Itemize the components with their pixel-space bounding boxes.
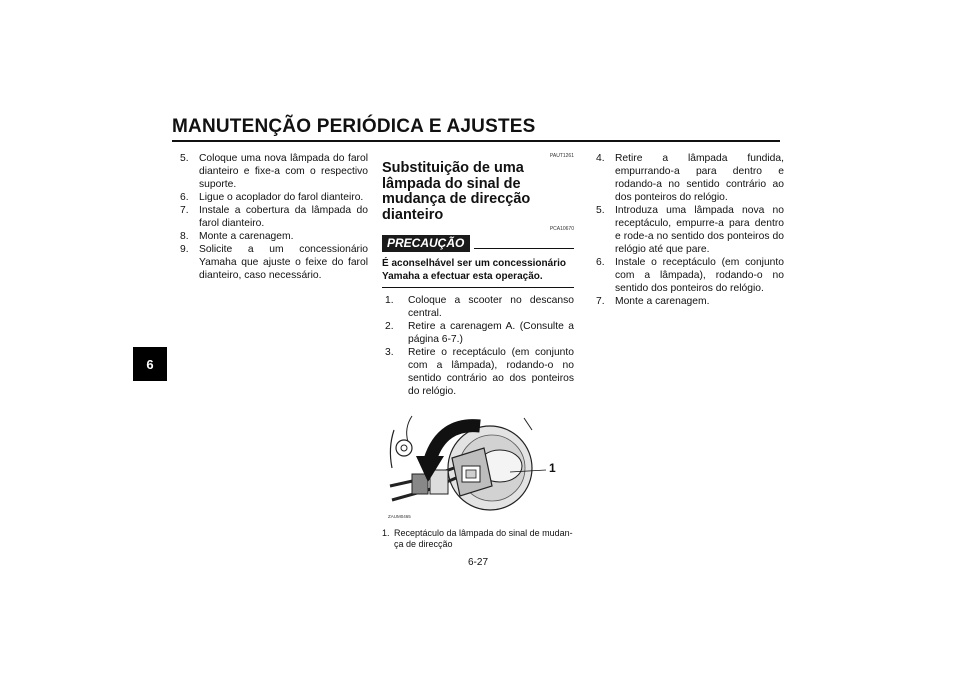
step-number: 5.	[180, 153, 189, 164]
step-item	[180, 230, 368, 243]
step-number: 4.	[596, 153, 605, 164]
caution-rule	[474, 248, 574, 249]
step-item	[180, 243, 368, 282]
caution-header	[382, 235, 574, 253]
step-number: 5.	[596, 205, 605, 216]
steps-list-middle	[382, 294, 574, 398]
step-item	[385, 346, 574, 398]
middle-column	[382, 153, 574, 549]
step-text: Coloque uma nova lâmpada do farol dianteiro e fixe-a com o respectivo suporte.	[199, 153, 368, 190]
step-number: 7.	[596, 296, 605, 307]
step-item	[596, 295, 784, 308]
page-number: 6-27	[468, 557, 489, 568]
right-column	[596, 152, 784, 308]
step-text: Instale a cobertura da lâmpada do farol dianteiro.	[199, 205, 368, 229]
caution-code: PCA10670	[549, 226, 574, 232]
step-text: Instale o receptáculo (em conjunto com a lâmpada), rodando-o no sentido dos ponteiros do relógio.	[615, 257, 784, 294]
step-text: Coloque a scooter no descanso central.	[408, 295, 574, 319]
page-title: MANUTENÇÃO PERIÓDICA E AJUSTES	[172, 116, 536, 137]
step-number: 6.	[596, 257, 605, 268]
steps-list-left	[180, 152, 368, 282]
step-number: 3.	[385, 347, 394, 358]
step-item	[596, 204, 784, 256]
figure-code: ZAUM0465	[388, 514, 411, 519]
step-text: Solicite a um concessionário Yamaha que ajuste o feixe do farol dianteiro, caso necessário.	[199, 244, 368, 281]
step-number: 6.	[180, 192, 189, 203]
step-item	[180, 204, 368, 230]
step-text: Retire o receptáculo (em conjunto com a lâmpada), rodando-o no sentido contrário ao dos ponteiros do relógio.	[408, 347, 574, 397]
caution-text: É aconselhável ser um concessionário Yamaha a efectuar esta operação.	[382, 258, 566, 282]
step-item	[180, 191, 368, 204]
bulb-socket-illustration	[382, 408, 574, 526]
step-item	[385, 294, 574, 320]
step-number: 1.	[385, 295, 394, 306]
figure-callout-number: 1	[549, 461, 556, 475]
step-item	[385, 320, 574, 346]
step-text: Introduza uma lâmpada nova no receptáculo, empurre-a para dentro e rode-a no sentido dos ponteiros do relógio até que pare.	[615, 205, 784, 255]
step-number: 7.	[180, 205, 189, 216]
step-item	[596, 152, 784, 204]
step-number: 8.	[180, 231, 189, 242]
step-number: 9.	[180, 244, 189, 255]
caution-label: PRECAUÇÃO	[382, 235, 470, 252]
header-rule	[172, 140, 780, 142]
caption-line-1: Receptáculo da lâmpada do sinal de mudan-	[394, 528, 573, 538]
step-item	[180, 152, 368, 191]
caption-line-2: ça de direcção	[394, 538, 453, 549]
section-code: PAUT1261	[549, 153, 574, 159]
step-text: Monte a carenagem.	[615, 296, 710, 307]
caution-bottom-rule	[382, 287, 574, 288]
step-number: 2.	[385, 321, 394, 332]
section-heading: Substituição de uma lâmpada do sinal de mudança de direcção dianteiro	[382, 160, 531, 223]
caption-number: 1.	[382, 528, 390, 538]
left-column	[180, 152, 368, 282]
step-text: Retire a carenagem A. (Consulte a página 6-7.)	[408, 321, 574, 345]
step-text: Retire a lâmpada fundida, empurrando-a para dentro e rodando-a no sentido contrário ao dos ponteiros do relógio.	[615, 153, 784, 203]
illustration-drawing	[382, 408, 574, 526]
chapter-tab: 6	[133, 347, 167, 381]
steps-list-right	[596, 152, 784, 308]
step-item	[596, 256, 784, 295]
step-text: Ligue o acoplador do farol dianteiro.	[199, 192, 364, 203]
figure-caption	[382, 528, 574, 549]
step-text: Monte a carenagem.	[199, 231, 294, 242]
